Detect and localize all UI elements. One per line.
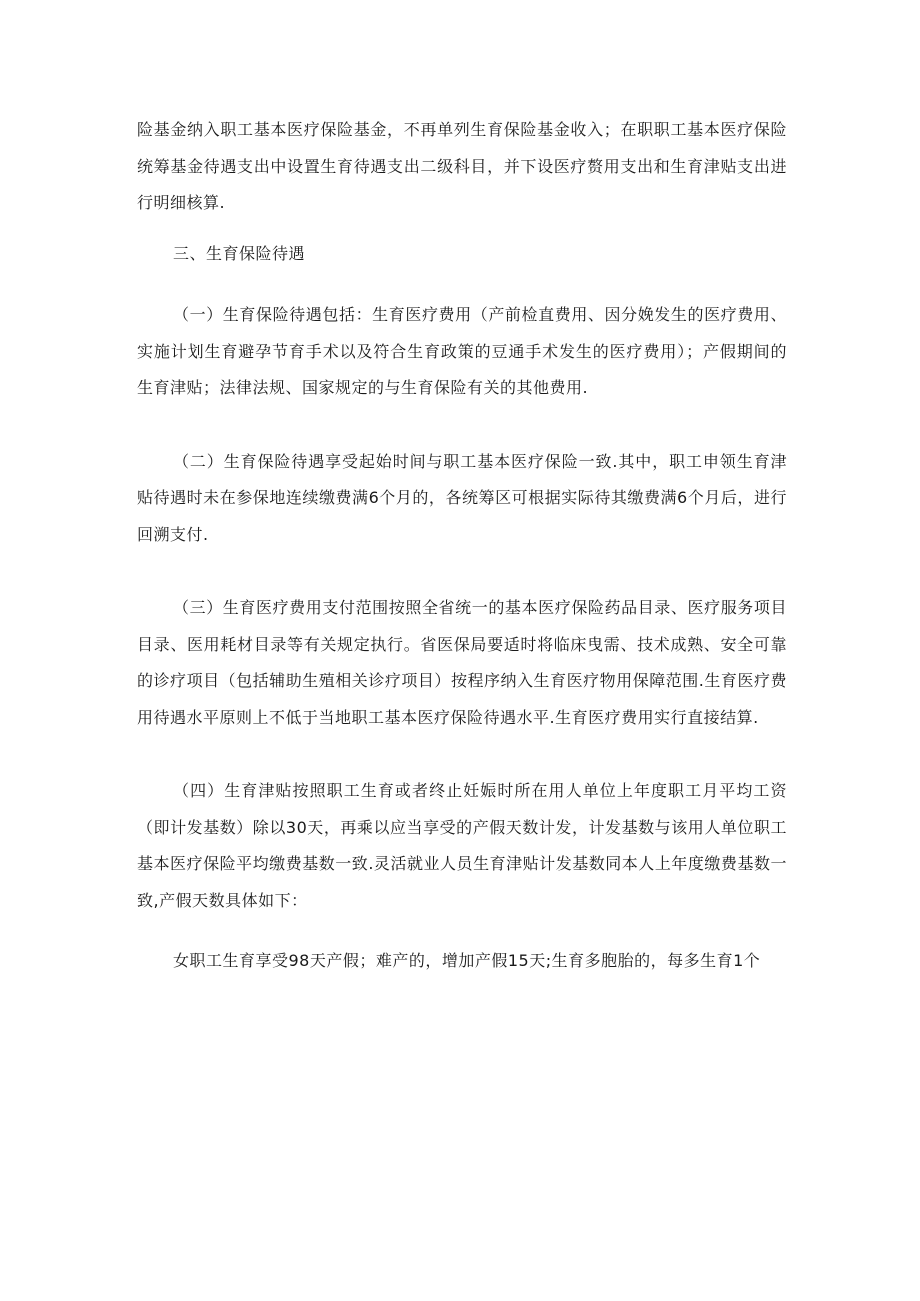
section-heading-maternity-benefits: 三、生育保险待遇 — [173, 243, 306, 263]
paragraph-item-3: （三）生育医疗费用支付范围按照全省统一的基本医疗保险药品目录、医疗服务项目目录、医用耗材目录等有关规定执行。省医保局要适时将临床曳需、技术成熟、安全可靠的诊疗项目（包括辅助生殖相关诊疗项目）按程序纳入生育医疗物用保障范围.生育医疗费用待遇水平原则上不低于当地职工基本医疗保险待遇水平.生育医疗费用实行直接结算. — [137, 598, 787, 727]
paragraph-item-1: （一）生育保险待遇包括：生育医疗费用（产前检直费用、因分娩发生的医疗费用、实施计划生育避孕节育手术以及符合生育政策的豆通手术发生的医疗费用）；产假期间的生育津贴；法律法规、国家规定的与生育保险有关的其他费用. — [137, 305, 787, 397]
paragraph-item-2: （二）生育保险待遇享受起始时间与职工基本医疗保险一致.其中，职工申领生育津贴待遇时未在参保地连续缴费满6个月的，各统筹区可根据实际待其缴费满6个月后，进行回溯支付. — [137, 451, 787, 544]
paragraph-fund-accounting: 险基金纳入职工基本医疗保险基金，不再单列生育保险基金收入；在职职工基本医疗保险统筹基金待遇支出中设置生育待遇支出二级科目，并下设医疗赘用支出和生育津贴支出进行明细核算. — [137, 120, 787, 212]
document-body — [137, 112, 787, 1017]
paragraph-item-4: （四）生育津贴按照职工生育或者终止妊娠时所在用人单位上年度职工月平均工资（即计发基数）除以30天，再乘以应当享受的产假天数计发，计发基数与该用人单位职工基本医疗保险平均缴费基数一致.灵活就业人员生育津贴计发基数同本人上年度缴费基数一致,产假天数具体如下： — [137, 781, 787, 910]
paragraph-maternity-leave: 女职工生育享受98天产假；难产的，增加产假15天;生育多胞胎的，每多生育1个 — [173, 951, 761, 970]
